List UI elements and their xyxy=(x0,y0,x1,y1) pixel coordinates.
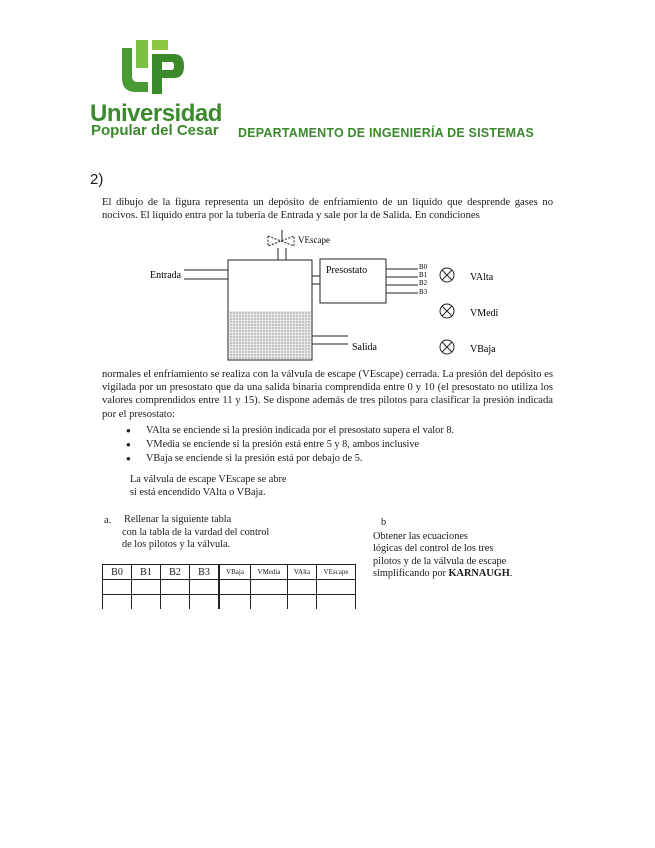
valve-note xyxy=(130,474,286,499)
table-header-row xyxy=(103,565,356,580)
table-cell[interactable] xyxy=(288,595,317,610)
column-header: B1 xyxy=(132,565,161,580)
pilot-rules-list xyxy=(126,424,546,466)
part-b-line: simplificando por KARNAUGH. xyxy=(373,568,513,580)
part-a-line: de los pilotos y la válvula. xyxy=(122,539,231,550)
part-b-line: pilotos y de la válvula de escape xyxy=(373,555,507,567)
pilot-lamp-icon xyxy=(440,304,454,318)
column-header: VBaja xyxy=(219,565,251,580)
table-cell[interactable] xyxy=(190,580,220,595)
intro-text: El dibujo de la figura representa un depósito de enfriamiento de un líquido que desprende gases no nocivos. El líquido entra por la tubería de Entrada y sale por la de Salida. En condiciones xyxy=(102,197,553,222)
karnaugh-emphasis: KARNAUGH xyxy=(448,568,510,580)
table-cell[interactable] xyxy=(190,595,220,610)
cooling-tank-diagram xyxy=(140,228,520,363)
part-b-line: lógicas del control de los tres xyxy=(373,543,494,555)
pilot-label: VBaja xyxy=(470,344,496,355)
list-item: ● VMedia se enciende si la presión está entre 5 y 8, ambos inclusive xyxy=(126,438,546,452)
column-header: VMedia xyxy=(251,565,288,580)
output-label: Salida xyxy=(352,342,377,353)
part-a-line: Rellenar la siguiente tabla xyxy=(124,514,232,525)
table-cell[interactable] xyxy=(103,595,132,610)
tank xyxy=(228,260,312,360)
bit-label: B3 xyxy=(419,288,428,296)
column-header: VEscape xyxy=(317,565,356,580)
table-cell[interactable] xyxy=(132,595,161,610)
table-cell[interactable] xyxy=(103,580,132,595)
table-cell[interactable] xyxy=(161,580,190,595)
table-cell[interactable] xyxy=(317,595,356,610)
bit-label: B2 xyxy=(419,279,428,287)
table-cell[interactable] xyxy=(251,595,288,610)
question-number: 2) xyxy=(90,171,104,188)
part-b-letter: b xyxy=(381,517,387,528)
bit-label: B1 xyxy=(419,271,428,279)
input-label: Entrada xyxy=(150,270,182,281)
description-text: normales el enfriamiento se realiza con la válvula de escape (VEscape) cerrada. La presión del depósito es vigilada por un presostato que da una salida binaria comprendida entre 0 y 10 (el presostato no utiliza los valores comprendidos entre 11 y 15). Se dispone además de tres pilotos para clasificar la presión indicada por el presostato: xyxy=(102,369,553,420)
table-cell[interactable] xyxy=(161,595,190,610)
pilot-lamp-icon xyxy=(440,268,454,282)
table-cell[interactable] xyxy=(251,580,288,595)
part-b-instructions xyxy=(373,531,544,581)
truth-table xyxy=(102,564,356,609)
description-paragraph xyxy=(102,368,553,421)
list-item: ● VAlta se enciende si la presión indicada por el presostato supera el valor 8. xyxy=(126,424,546,438)
tank-liquid xyxy=(229,311,311,359)
column-header: B0 xyxy=(103,565,132,580)
table-row xyxy=(103,580,356,595)
university-name-line1: Universidad xyxy=(90,100,222,127)
logo-mark-icon xyxy=(118,38,188,100)
intro-paragraph xyxy=(102,196,553,222)
part-a-line: con la tabla de la vardad del control xyxy=(122,526,270,538)
pilot-label: VMedi xyxy=(470,308,499,319)
escape-valve-icon xyxy=(268,230,294,260)
bit-label: B0 xyxy=(419,263,428,271)
table-cell[interactable] xyxy=(219,595,251,610)
list-item: ● VBaja se enciende si la presión está por debajo de 5. xyxy=(126,452,546,466)
table-cell[interactable] xyxy=(219,580,251,595)
part-a-instructions xyxy=(124,514,269,552)
valve-label: VEscape xyxy=(298,235,330,245)
part-a-letter: a. xyxy=(104,515,112,526)
column-header: VAlta xyxy=(288,565,317,580)
table-cell[interactable] xyxy=(132,580,161,595)
column-header: B3 xyxy=(190,565,220,580)
pilot-lamp-icon xyxy=(440,340,454,354)
valve-note-line: si está encendido VAlta o VBaja. xyxy=(130,486,266,498)
valve-note-line: La válvula de escape VEscape se abre xyxy=(130,474,287,485)
table-cell[interactable] xyxy=(288,580,317,595)
university-logo xyxy=(118,38,188,100)
department-title: DEPARTAMENTO DE INGENIERÍA DE SISTEMAS xyxy=(238,126,535,140)
pressure-switch-label: Presostato xyxy=(326,265,368,276)
table-cell[interactable] xyxy=(317,580,356,595)
table-row xyxy=(103,595,356,610)
pilot-label: VAlta xyxy=(470,272,494,283)
column-header: B2 xyxy=(161,565,190,580)
university-name-line2: Popular del Cesar xyxy=(91,122,219,139)
part-b-line: Obtener las ecuaciones xyxy=(373,531,468,542)
